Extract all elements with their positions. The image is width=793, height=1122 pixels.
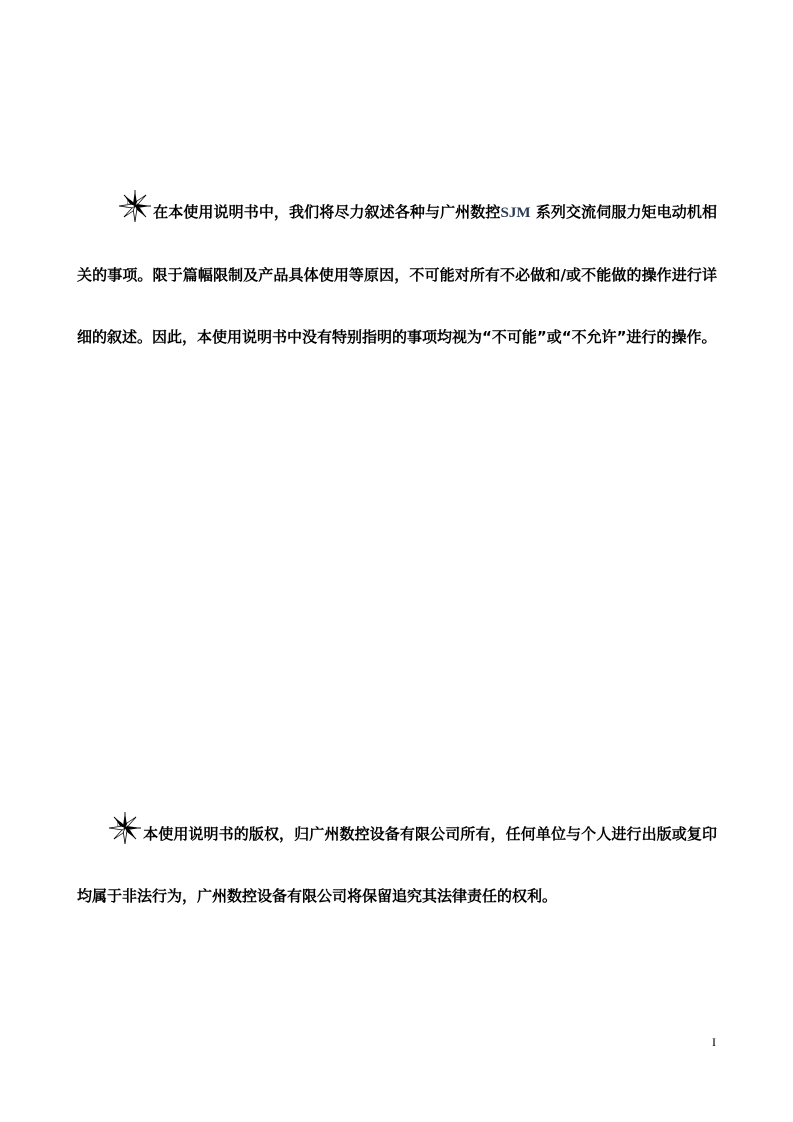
notice-paragraph-copyright — [77, 803, 717, 927]
page-number: I — [712, 1035, 716, 1049]
paragraph-text: 系列交流伺服力矩电动机相关的事项。限于篇幅限制及产品具体使用等原因，不可能对所有不必做和/或不能做的操作进行详细的叙述。因此，本使用说明书中没有特别指明的事项均视为“不可能”或“不允许”进行的操作。 — [77, 203, 717, 346]
paragraph-text: 在本使用说明书中，我们将尽力叙述各种与广州数控 — [153, 203, 501, 221]
product-series-code: SJM — [500, 205, 531, 221]
svg-text:N: N — [127, 200, 132, 206]
svg-text:N: N — [117, 822, 122, 828]
notice-paragraph-scope — [77, 181, 717, 368]
compass-star-icon — [107, 811, 143, 845]
paragraph-text: 本使用说明书的版权，归广州数控设备有限公司所有，任何单位与个人进行出版或复印均属于非法行为，广州数控设备有限公司将保留追究其法律责任的权利。 — [77, 825, 717, 905]
compass-star-icon — [117, 189, 153, 223]
